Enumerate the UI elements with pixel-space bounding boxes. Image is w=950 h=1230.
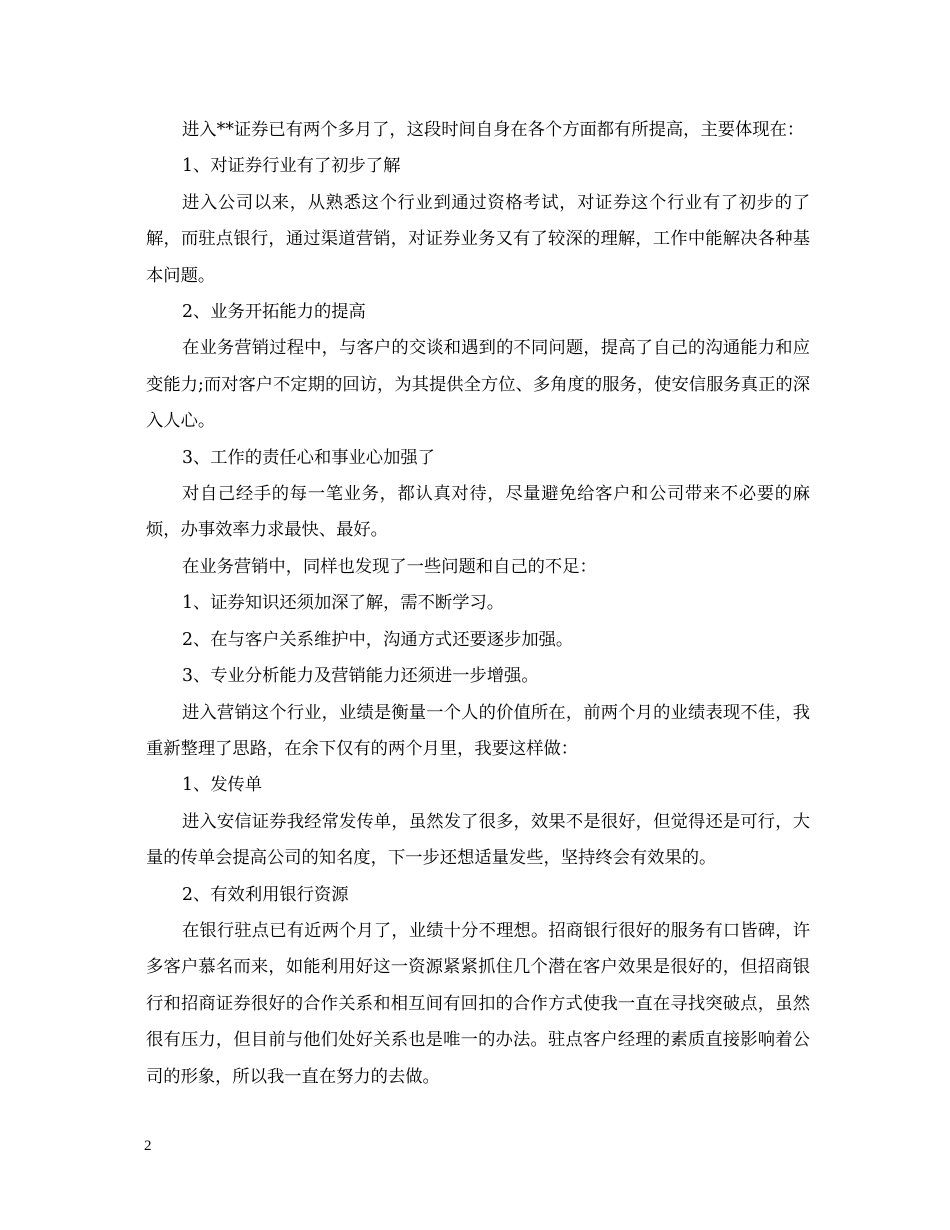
heading-bank-resources: 2、有效利用银行资源 — [182, 884, 349, 905]
page-number: 2 — [144, 1138, 152, 1154]
document-body — [146, 112, 810, 1095]
paragraph-business-development: 在业务营销过程中，与客户的交谈和遇到的不同问题，提高了自己的沟通能力和应变能力;而对客户不定期的回访，为其提供全方位、多角度的服务，使安信服务真正的深入人心。 — [146, 338, 810, 432]
paragraph-shortcomings-intro: 在业务营销中，同样也发现了一些问题和自己的不足： — [182, 556, 597, 577]
paragraph-plan-intro: 进入营销这个行业，业绩是衡量一个人的价值所在，前两个月的业绩表现不佳，我重新整理了思路，在余下仅有的两个月里，我要这样做： — [146, 702, 810, 759]
paragraph-bank-resources: 在银行驻点已有近两个月了，业绩十分不理想。招商银行很好的服务有口皆碑，许多客户慕名而来，如能利用好这一资源紧紧抓住几个潜在客户效果是很好的，但招商银行和招商证券很好的合作关系和相互间有回扣的合作方式使我一直在寻找突破点，虽然很有压力，但目前与他们处好关系也是唯一的办法。驻点客户经理的素质直接影响着公司的形象，所以我一直在努力的去做。 — [146, 920, 810, 1087]
heading-responsibility: 3、工作的责任心和事业心加强了 — [182, 447, 435, 468]
heading-business-development: 2、业务开拓能力的提高 — [182, 302, 366, 323]
heading-industry-understanding: 1、对证券行业有了初步了解 — [182, 156, 401, 177]
list-item-shortcoming-1: 1、证券知识还须加深了解，需不断学习。 — [182, 593, 505, 614]
list-item-shortcoming-3: 3、专业分析能力及营销能力还须进一步增强。 — [182, 666, 539, 687]
paragraph-industry-understanding: 进入公司以来，从熟悉这个行业到通过资格考试，对证券这个行业有了初步的了解，而驻点银行，通过渠道营销，对证券业务又有了较深的理解，工作中能解决各种基本问题。 — [146, 192, 810, 286]
heading-flyers: 1、发传单 — [182, 775, 263, 796]
paragraph-responsibility: 对自己经手的每一笔业务，都认真对待，尽量避免给客户和公司带来不必要的麻烦，办事效率力求最快、最好。 — [146, 484, 810, 541]
paragraph-intro: 进入**证券已有两个多月了，这段时间自身在各个方面都有所提高，主要体现在： — [182, 120, 805, 140]
list-item-shortcoming-2: 2、在与客户关系维护中，沟通方式还要逐步加强。 — [182, 629, 574, 650]
paragraph-flyers: 进入安信证券我经常发传单，虽然发了很多，效果不是很好，但觉得还是可行，大量的传单会提高公司的知名度，下一步还想适量发些，坚持终会有效果的。 — [146, 811, 810, 869]
